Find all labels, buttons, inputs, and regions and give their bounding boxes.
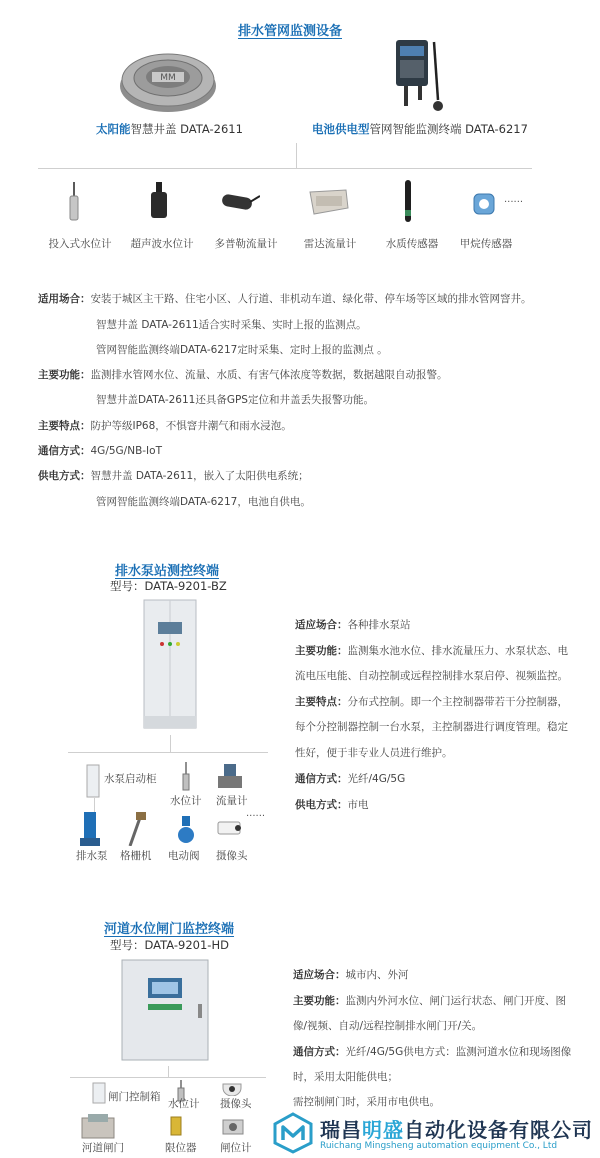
spec-row: 主要特点：防护等级IP68，不惧窨井潮气和雨水浸泡。 [38, 420, 292, 432]
component-label: 摄像头 [216, 850, 248, 862]
sensor-label: 投入式水位计 [48, 238, 112, 250]
component-label: 格栅机 [120, 850, 152, 862]
divider-horizontal [68, 752, 268, 753]
spec-row: 供电方式：智慧井盖 DATA-2611，嵌入了太阳供电系统； [38, 470, 309, 482]
component-label: 闸位计 [220, 1142, 252, 1154]
section1-title: 排水管网监测设备 [237, 24, 342, 39]
gate-position-meter-icon [222, 1116, 244, 1136]
divider-vertical [296, 143, 297, 169]
pump-start-cabinet-icon [86, 764, 100, 798]
section2-model: 型号：DATA-9201-BZ [110, 579, 227, 593]
component-label: 电动阀 [168, 850, 200, 862]
company-name: 瑞昌明盛自动化设备有限公司 [320, 1118, 593, 1142]
spec-row: 通信方式：光纤/4G/5G供电方式：监测河道水位和现场图像 [293, 1046, 572, 1058]
device-right-caption: 电池供电型管网智能监测终端 DATA-6217 [312, 122, 528, 136]
spec-row: 管网智能监测终端DATA-6217定时采集、定时上报的监测点 。 [96, 344, 388, 356]
component-label: 流量计 [216, 795, 248, 807]
sensor-label: 水质传感器 [385, 238, 439, 250]
spec-row: 适用场合：安装于城区主干路、住宅小区、人行道、非机动车道、绿化带、停车场等区域的排水管网窨井。 [38, 293, 532, 305]
water-quality-sensor-icon [401, 180, 415, 224]
spec-row: 主要功能：监测集水池水位、排水流量压力、水泵状态、电 [295, 645, 568, 657]
camera-icon [216, 818, 246, 840]
drain-pump-icon [80, 812, 100, 846]
spec-row: 主要特点：分布式控制。即一个主控制器带若干分控制器， [295, 696, 568, 708]
spec-row: 需控制闸门时，采用市电供电。 [293, 1096, 440, 1108]
spec-row: 供电方式：市电 [295, 799, 369, 811]
company-logo-icon [272, 1112, 314, 1154]
ultrasonic-level-sensor-icon [148, 182, 170, 220]
gate-control-box-image [120, 958, 212, 1064]
sensor-label: 超声波水位计 [130, 238, 194, 250]
device-left-caption: 太阳能智慧井盖 DATA-2611 [96, 122, 243, 136]
pump-control-cabinet-image [142, 598, 198, 730]
component-label: 水位计 [170, 795, 202, 807]
spec-row: 通信方式：4G/5G/NB-IoT [38, 445, 162, 457]
manhole-cover-image [118, 42, 218, 116]
section3-model: 型号：DATA-9201-HD [110, 938, 229, 952]
sensor-label: 多普勒流量计 [214, 238, 278, 250]
doppler-flowmeter-icon [220, 192, 260, 214]
gate-control-box-icon [92, 1082, 106, 1104]
component-label: 河道闸门 [82, 1142, 124, 1154]
spec-row: 时，采用太阳能供电； [293, 1071, 398, 1083]
component-label: 闸门控制箱 [108, 1091, 161, 1103]
river-gate-icon [80, 1114, 116, 1140]
divider-horizontal [38, 168, 532, 169]
component-label: 排水泵 [76, 850, 108, 862]
sensor-label: 甲烷传感器 [459, 238, 513, 250]
spec-row: 管网智能监测终端DATA-6217，电池自供电。 [96, 496, 311, 508]
spec-row: 通信方式：光纤/4G/5G [295, 773, 406, 785]
divider-vertical [170, 735, 171, 753]
divider-horizontal [70, 1077, 266, 1078]
spec-row: 性好，便于非专业人员进行维护。 [295, 747, 453, 759]
section3-title: 河道水位闸门监控终端 [104, 922, 235, 937]
components-more-ellipsis: ...... [246, 808, 266, 819]
spec-row: 智慧井盖DATA-2611还具备GPS定位和井盖丢失报警功能。 [96, 394, 374, 406]
level-meter-icon [180, 762, 192, 792]
bar-screen-machine-icon [126, 812, 148, 846]
limiter-icon [170, 1116, 182, 1136]
dome-camera-icon [222, 1080, 242, 1096]
spec-row: 流电压电能、自动控制或远程控制排水泵启停、视频监控。 [295, 670, 568, 682]
component-label: 水位计 [168, 1098, 200, 1110]
spec-row: 像/视频、自动/远程控制排水闸门开/关。 [293, 1020, 483, 1032]
flowmeter-icon [218, 764, 242, 792]
submersible-level-sensor-icon [64, 182, 84, 222]
spec-row: 适应场合：城市内、外河 [293, 969, 409, 981]
svg-text:MM: MM [160, 73, 176, 83]
company-english-name: Ruichang Mingsheng automation equipment Co., Ltd [320, 1141, 558, 1151]
electric-valve-icon [176, 816, 196, 844]
radar-flowmeter-icon [306, 188, 350, 216]
spec-row: 智慧井盖 DATA-2611适合实时采集、实时上报的监测点。 [96, 319, 367, 331]
sensors-more-ellipsis: ...... [504, 194, 524, 205]
sensor-label: 雷达流量计 [303, 238, 357, 250]
component-label: 摄像头 [220, 1098, 252, 1110]
spec-row: 每个分控制器控制一台水泵，主控制器进行调度管理。稳定 [295, 721, 568, 733]
component-label: 限位器 [165, 1142, 197, 1154]
section2-title: 排水泵站测控终端 [115, 564, 220, 579]
spec-row: 主要功能：监测排水管网水位、流量、水质、有害气体浓度等数据，数据越限自动报警。 [38, 369, 448, 381]
component-label: 水泵启动柜 [104, 773, 157, 785]
monitoring-terminal-image [388, 38, 450, 116]
spec-row: 适应场合：各种排水泵站 [295, 619, 411, 631]
methane-sensor-icon [472, 192, 496, 216]
spec-row: 主要功能：监测内外河水位、闸门运行状态、闸门开度、图 [293, 995, 566, 1007]
